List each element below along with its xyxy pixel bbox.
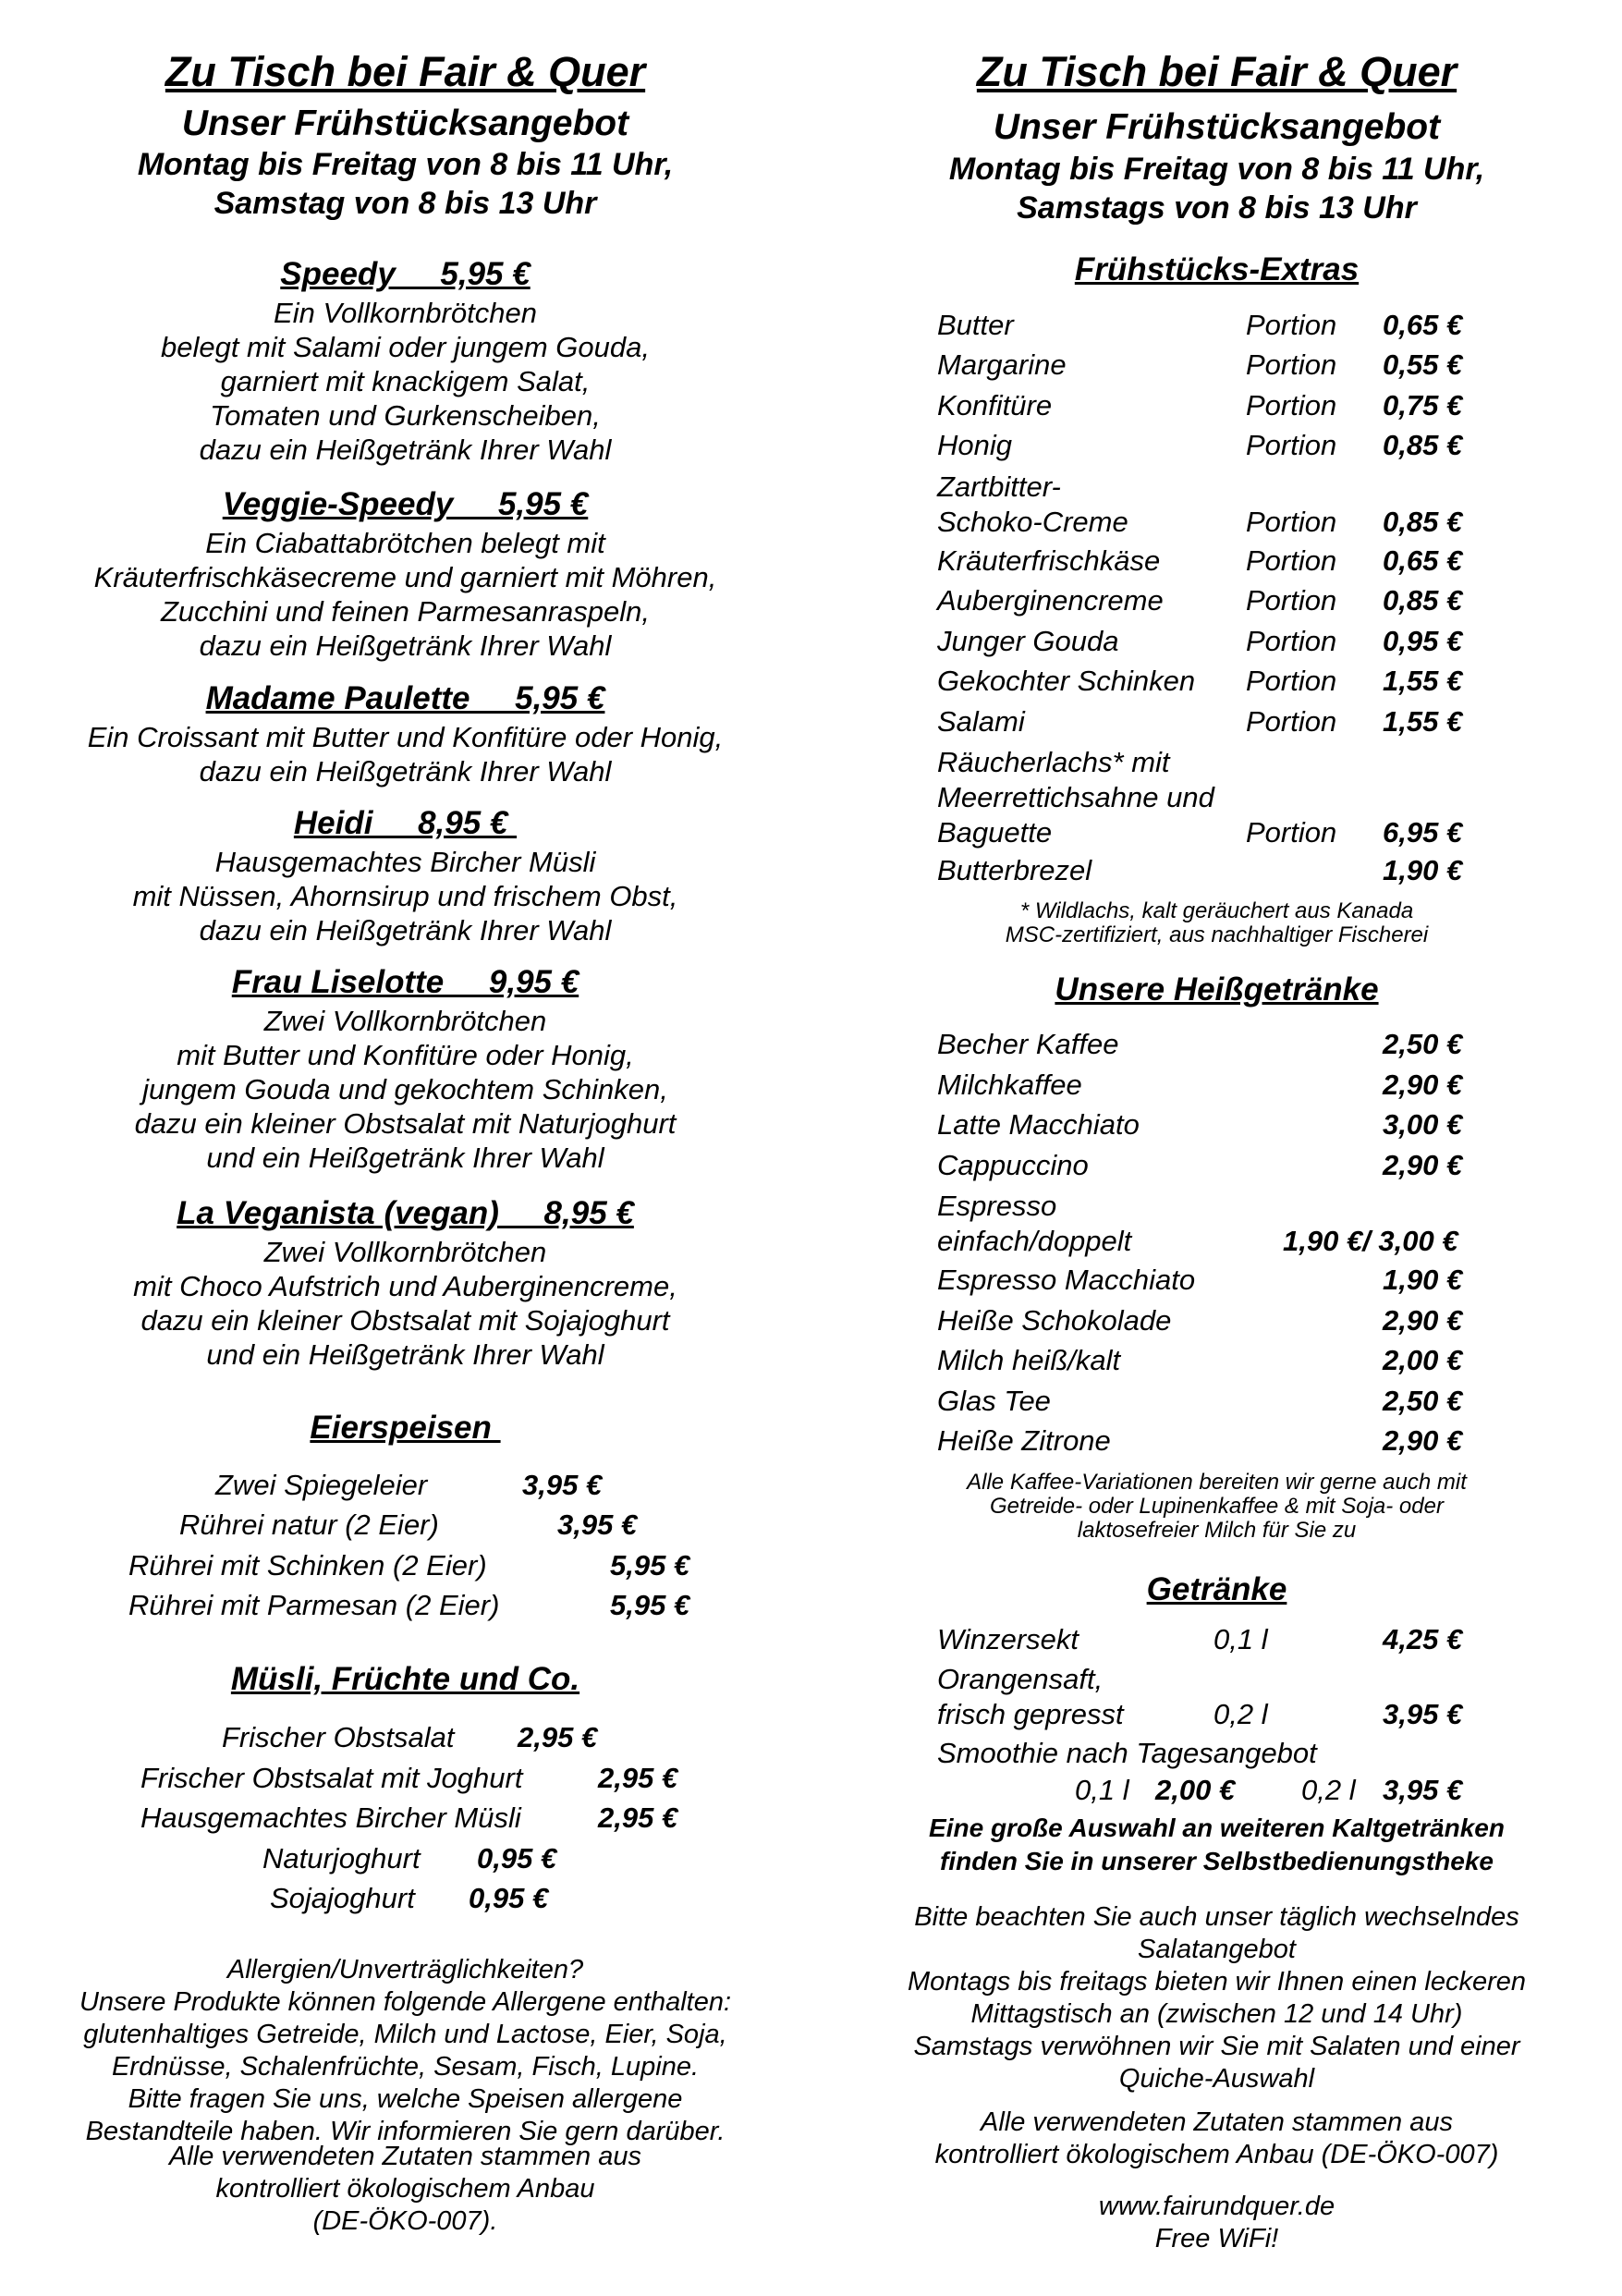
extra-item: Margarine Portion 0,55 € <box>937 348 1463 381</box>
extra-item: Zartbitter- Schoko-Creme Portion 0,85 € <box>937 470 1463 538</box>
right-title: Zu Tisch bei Fair & Quer <box>976 48 1457 95</box>
wifi-note: Free WiFi! <box>1154 2224 1279 2253</box>
drink-item: Winzersekt 0,1 l 4,25 € <box>937 1623 1463 1655</box>
extra-item: Butter Portion 0,65 € <box>937 309 1463 341</box>
hot-drinks-heading: Unsere Heißgetränke <box>1055 971 1379 1008</box>
coffee-variations-note: Alle Kaffee-Variationen bereiten wir gerne auch mit Getreide- oder Lupinenkaffee & mit Soja- oder laktosefreier Milch für Sie zu <box>967 1470 1467 1543</box>
left-hours-weekday: Montag bis Freitag von 8 bis 11 Uhr, <box>137 147 674 182</box>
website-link[interactable]: www.fairundquer.de <box>1098 2192 1335 2221</box>
hot-drink-item: Heiße Schokolade 2,90 € <box>937 1304 1463 1337</box>
hot-drink-item: Espresso Macchiato 1,90 € <box>937 1264 1463 1296</box>
muesli-item: Naturjoghurt 0,95 € <box>262 1842 557 1875</box>
muesli-item: Hausgemachtes Bircher Müsli 2,95 € <box>140 1801 678 1834</box>
muesli-item: Frischer Obstsalat 2,95 € <box>222 1721 598 1753</box>
hot-drink-item: Cappuccino 2,90 € <box>937 1149 1463 1181</box>
extra-item: Auberginencreme Portion 0,85 € <box>937 584 1463 617</box>
hot-drink-item: Espresso einfach/doppelt 1,90 €/ 3,00 € <box>937 1190 1458 1257</box>
muesli-item: Sojajoghurt 0,95 € <box>270 1882 549 1914</box>
dish-desc-speedy: Ein Vollkornbrötchen belegt mit Salami oder jungem Gouda, garniert mit knackigem Salat, Tomaten und Gurkenscheiben, dazu ein Heißgetränk Ihrer Wahl <box>160 297 650 466</box>
hot-drink-item: Glas Tee 2,50 € <box>937 1385 1463 1417</box>
egg-item: Rührei natur (2 Eier) 3,95 € <box>179 1508 638 1541</box>
eggs-heading: Eierspeisen <box>310 1410 501 1446</box>
extra-item: Kräuterfrischkäse Portion 0,65 € <box>937 544 1463 577</box>
extras-heading: Frühstücks-Extras <box>1074 251 1360 287</box>
dish-desc-veggie-speedy: Ein Ciabattabrötchen belegt mit Kräuterfrischkäsecreme und garniert mit Möhren, Zucchini und feinen Parmesanraspeln, dazu ein Heißgetränk Ihrer Wahl <box>93 527 717 662</box>
drinks-heading: Getränke <box>1146 1571 1287 1607</box>
hot-drink-item: Milchkaffee 2,90 € <box>937 1069 1463 1101</box>
extra-item: Räucherlachs* mit Meerrettichsahne und Baguette Portion 6,95 € <box>937 746 1463 849</box>
right-hours-weekday: Montag bis Freitag von 8 bis 11 Uhr, <box>948 152 1485 187</box>
egg-item: Rührei mit Parmesan (2 Eier) 5,95 € <box>128 1589 690 1621</box>
left-organic-note: Alle verwendeten Zutaten stammen aus kontrolliert ökologischem Anbau (DE-ÖKO-007). <box>169 2142 641 2236</box>
smoothie-item: Smoothie nach Tagesangebot 0,1 l 2,00 € 0,2 l 3,95 € <box>937 1737 1463 1806</box>
dish-desc-frau-liselotte: Zwei Vollkornbrötchen mit Butter und Konfitüre oder Honig, jungem Gouda und gekochtem Schinken, dazu ein kleiner Obstsalat mit Naturjoghurt und ein Heißgetränk Ihrer Wahl <box>134 1005 677 1174</box>
drink-item: Orangensaft, frisch gepresst 0,2 l 3,95 € <box>937 1663 1463 1730</box>
cold-drinks-note: Eine große Auswahl an weiteren Kaltgetränken finden Sie in unserer Selbstbedienungstheke <box>929 1814 1505 1875</box>
right-page <box>811 0 1622 2296</box>
dish-desc-madame-paulette: Ein Croissant mit Butter und Konfitüre oder Honig, dazu ein Heißgetränk Ihrer Wahl <box>87 721 724 788</box>
dish-heading-veggie-speedy: Veggie-Speedy 5,95 € <box>222 486 589 522</box>
left-hours-saturday: Samstag von 8 bis 13 Uhr <box>213 186 597 221</box>
muesli-item: Frischer Obstsalat mit Joghurt 2,95 € <box>140 1762 678 1794</box>
hot-drink-item: Heiße Zitrone 2,90 € <box>937 1424 1463 1457</box>
allergy-info: Allergien/Unverträglichkeiten? Unsere Produkte können folgende Allergene enthalten: glutenhaltiges Getreide, Milch und Lactose, Eier, Soja, Erdnüsse, Schalenfrüchte, Sesam, Fisch, Lupine. Bitte fragen Sie uns, welche Speisen allergene Bestandteile haben. Wir informieren Sie gern darüber. <box>79 1955 732 2146</box>
extra-item: Butterbrezel 1,90 € <box>937 854 1463 886</box>
egg-item: Zwei Spiegeleier 3,95 € <box>215 1469 603 1501</box>
salmon-footnote: * Wildlachs, kalt geräuchert aus Kanada MSC-zertifiziert, aus nachhaltiger Fischerei <box>1005 898 1429 947</box>
hot-drink-item: Latte Macchiato 3,00 € <box>937 1108 1463 1141</box>
hot-drink-item: Milch heiß/kalt 2,00 € <box>937 1344 1463 1376</box>
dish-desc-la-veganista: Zwei Vollkornbrötchen mit Choco Aufstrich und Auberginencreme, dazu ein kleiner Obstsalat mit Sojajoghurt und ein Heißgetränk Ihrer Wahl <box>133 1236 677 1371</box>
extra-item: Junger Gouda Portion 0,95 € <box>937 625 1463 657</box>
right-hours-saturday: Samstags von 8 bis 13 Uhr <box>1017 190 1417 226</box>
lunch-info: Bitte beachten Sie auch unser täglich wechselndes Salatangebot Montags bis freitags bieten wir Ihnen einen leckeren Mittagstisch an (zwischen 12 und 14 Uhr) Samstags verwöhnen wir Sie mit Salaten und einer Quiche-Auswahl <box>908 1902 1526 2094</box>
dish-desc-heidi: Hausgemachtes Bircher Müsli mit Nüssen, Ahornsirup und frischem Obst, dazu ein Heißgetränk Ihrer Wahl <box>132 846 678 946</box>
extra-item: Konfitüre Portion 0,75 € <box>937 389 1463 421</box>
dish-heading-la-veganista: La Veganista (vegan) 8,95 € <box>177 1195 634 1231</box>
extra-item: Salami Portion 1,55 € <box>937 705 1463 738</box>
dish-heading-heidi: Heidi 8,95 € <box>293 805 518 841</box>
extra-item: Gekochter Schinken Portion 1,55 € <box>937 665 1463 697</box>
left-title: Zu Tisch bei Fair & Quer <box>165 48 646 95</box>
dish-heading-madame-paulette: Madame Paulette 5,95 € <box>205 680 605 716</box>
egg-item: Rührei mit Schinken (2 Eier) 5,95 € <box>128 1549 690 1582</box>
muesli-heading: Müsli, Früchte und Co. <box>230 1661 580 1697</box>
extra-item: Honig Portion 0,85 € <box>937 429 1463 461</box>
left-subtitle: Unser Frühstücksangebot <box>181 104 629 143</box>
hot-drink-item: Becher Kaffee 2,50 € <box>937 1028 1463 1060</box>
right-organic-note: Alle verwendeten Zutaten stammen aus kontrolliert ökologischem Anbau (DE-ÖKO-007) <box>934 2107 1499 2169</box>
right-subtitle: Unser Frühstücksangebot <box>993 107 1441 147</box>
dish-heading-speedy: Speedy 5,95 € <box>280 256 531 292</box>
dish-heading-frau-liselotte: Frau Liselotte 9,95 € <box>231 964 579 1000</box>
